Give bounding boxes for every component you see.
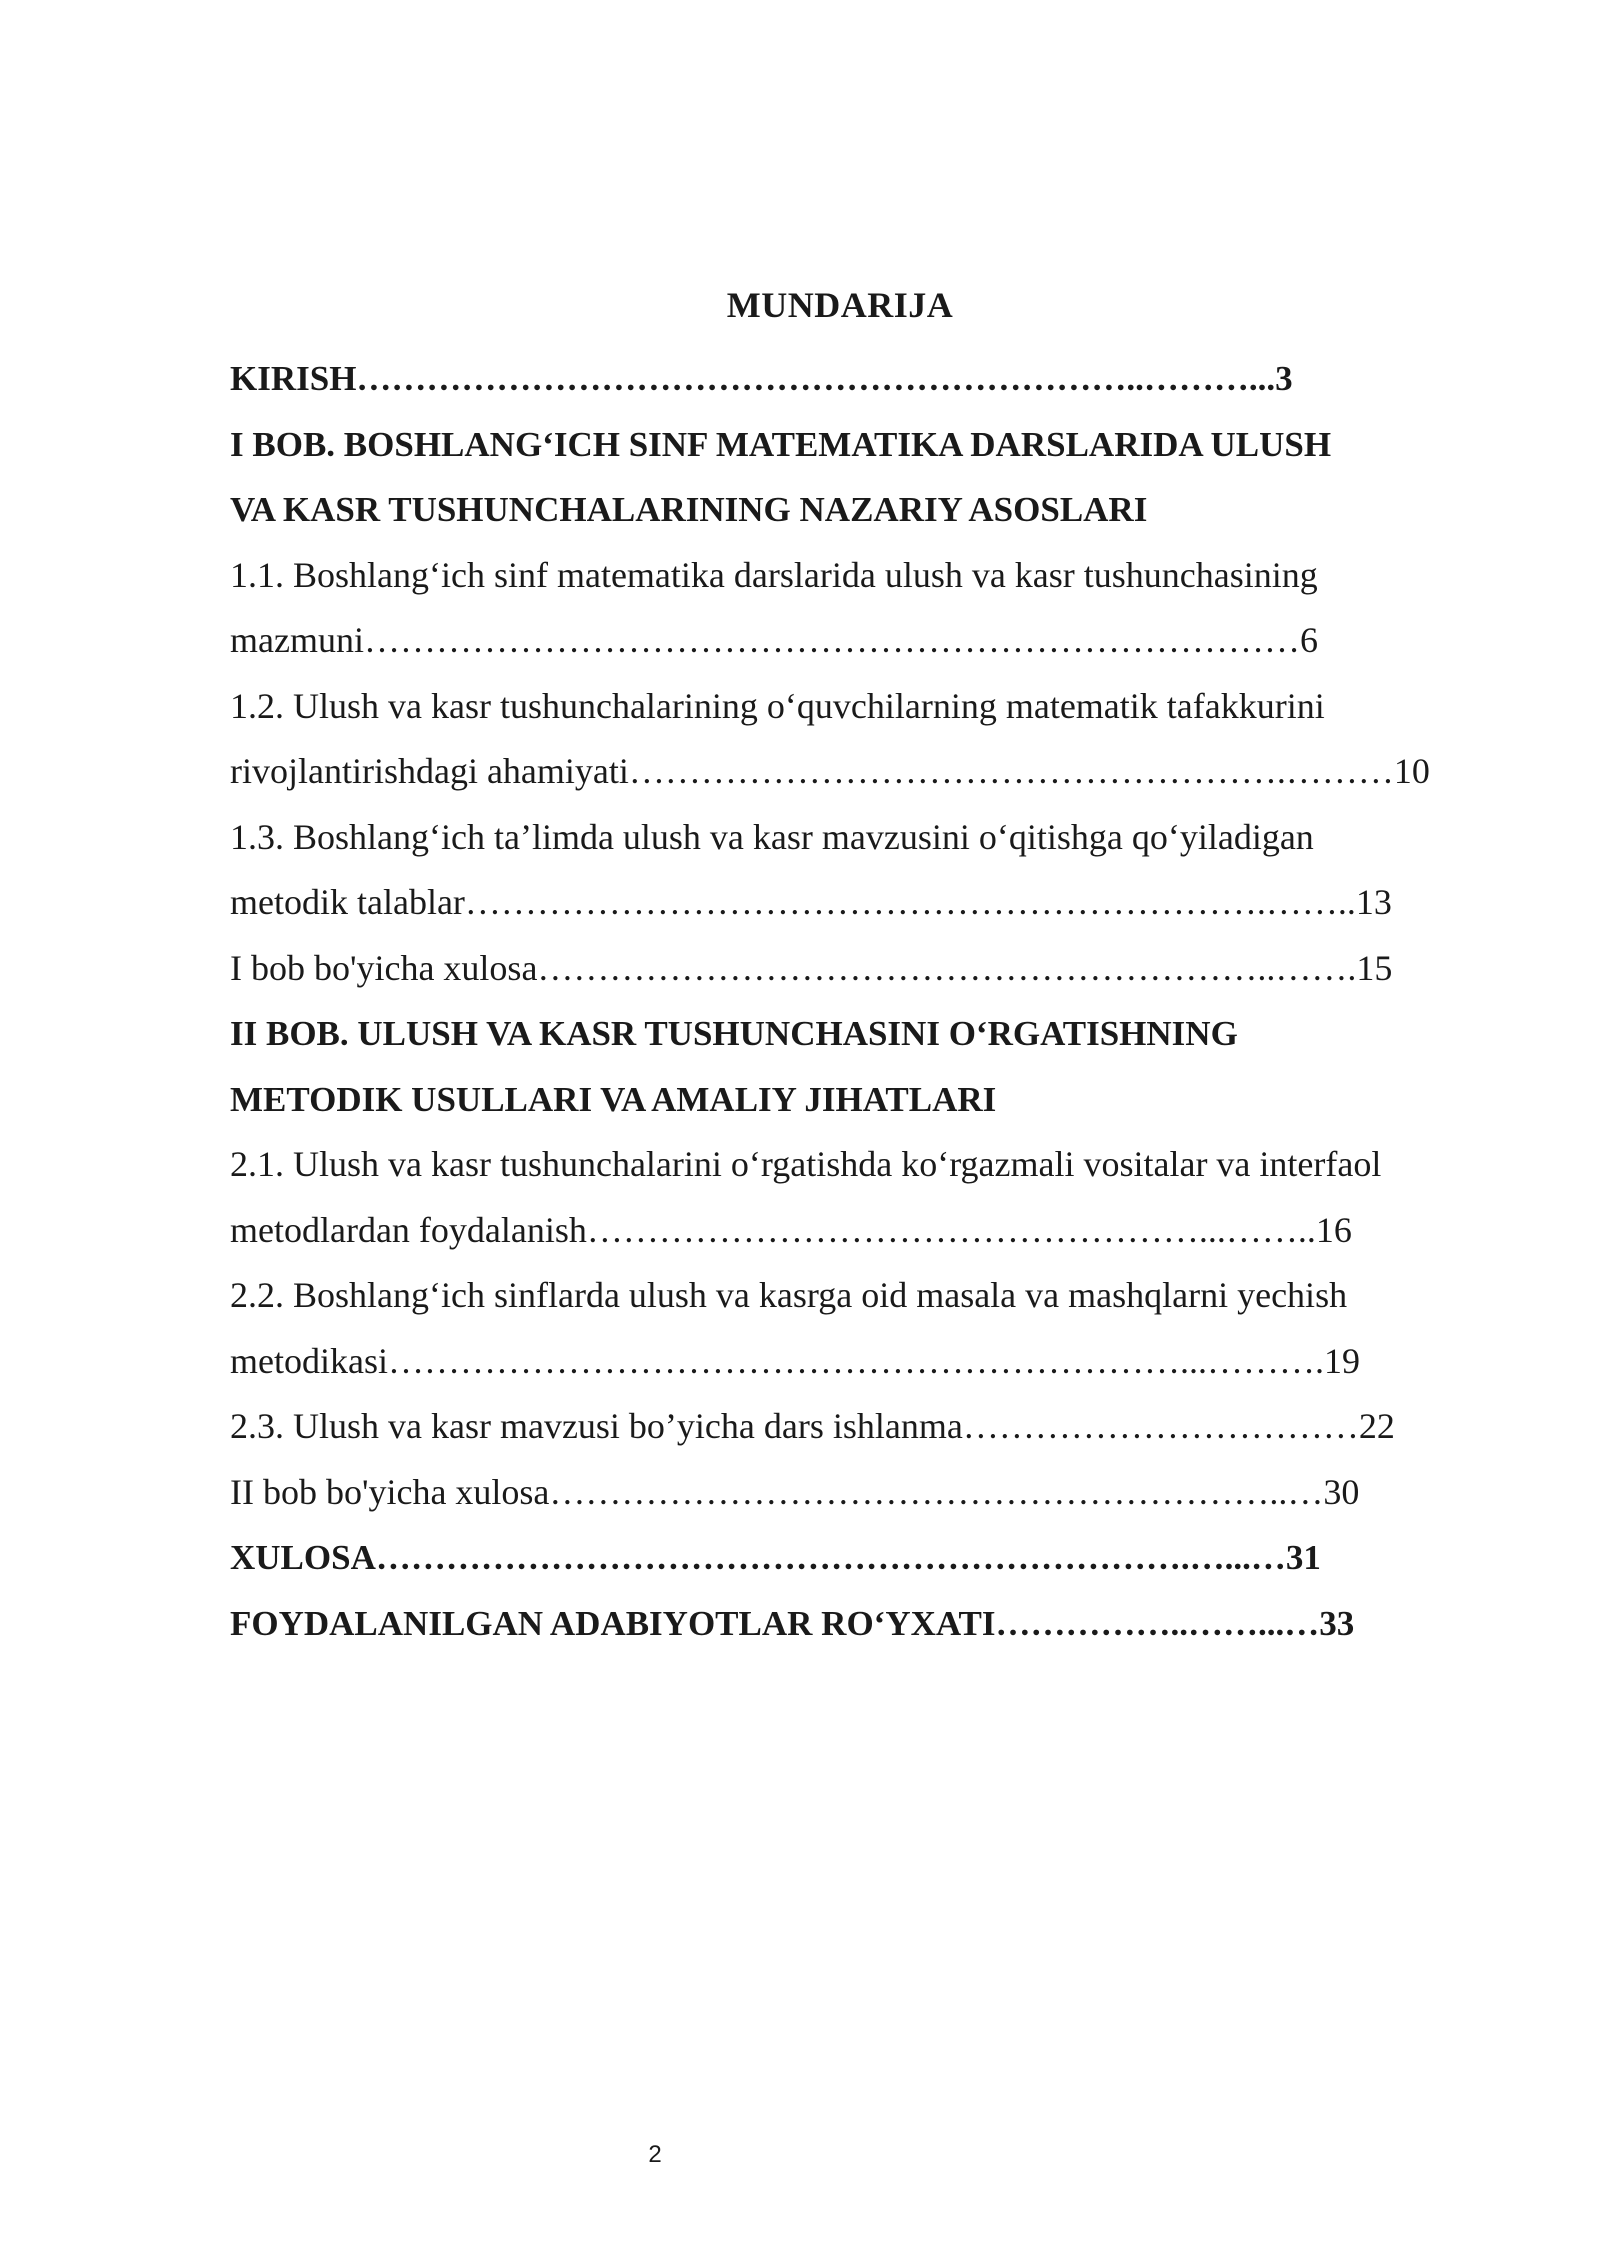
toc-section-1-1: 1.1. Boshlang‘ich sinf matematika darslarida ulush va kasr tushunchasining xyxy=(230,554,1318,595)
toc-section-2-1: 2.1. Ulush va kasr tushunchalarini o‘rgatishda ko‘rgazmali vositalar va interfaol xyxy=(230,1144,1382,1184)
toc-chapter-1-heading: I BOB. BOSHLANG‘ICH SINF MATEMATIKA DARSLARIDA ULUSH xyxy=(230,424,1332,464)
toc-section-1-3: 1.3. Boshlang‘ich ta’limda ulush va kasr mavzusini o‘qitishga qo‘yiladigan xyxy=(230,816,1314,857)
toc-chapter-2-heading: II BOB. ULUSH VA KASR TUSHUNCHASINI O‘RGATISHNING xyxy=(230,1014,1238,1053)
toc-section-1-1-cont: mazmuni……………………………………………………………………6 xyxy=(230,620,1318,660)
toc-section-1-2-cont: rivojlantirishdagi ahamiyati……………………………………………….………10 xyxy=(230,751,1430,791)
toc-chapter-2-conclusion: II bob bo'yicha xulosa……………………………………………………..…30 xyxy=(230,1471,1360,1512)
toc-section-1-3-cont: metodik talablar………………………………………………………….……..13 xyxy=(230,882,1392,922)
toc-line-references: FOYDALANILGAN ADABIYOTLAR RO‘YXATI……………..……...…33 xyxy=(230,1603,1355,1643)
toc-section-1-2: 1.2. Ulush va kasr tushunchalarining o‘quvchilarning matematik tafakkurini xyxy=(230,685,1325,726)
toc-chapter-1-heading-cont: VA KASR TUSHUNCHALARINING NAZARIY ASOSLARI xyxy=(230,490,1148,529)
toc-section-2-3: 2.3. Ulush va kasr mavzusi bo’yicha dars ishlanma……………………………22 xyxy=(230,1406,1395,1446)
toc-section-2-2: 2.2. Boshlang‘ich sinflarda ulush va kasrga oid masala va mashqlarni yechish xyxy=(230,1275,1348,1315)
toc-line-kirish: KIRISH…………………………………………………………..………...3 xyxy=(230,359,1293,398)
toc-line-xulosa: XULOSA…………………………………………………………….…...…31 xyxy=(230,1538,1321,1577)
toc-chapter-2-heading-cont: METODIK USULLARI VA AMALIY JIHATLARI xyxy=(230,1079,997,1119)
toc-title: MUNDARIJA xyxy=(726,285,954,325)
table-of-contents xyxy=(230,346,1460,1656)
page-number: 2 xyxy=(648,2141,662,2168)
toc-chapter-1-conclusion: I bob bo'yicha xulosa……………………………………………………..…….15 xyxy=(230,947,1393,988)
toc-section-2-1-cont: metodlardan foydalanish……………………………………………...……..16 xyxy=(230,1209,1352,1250)
toc-section-2-2-cont: metodikasi…………………………………………………………...……….19 xyxy=(230,1340,1360,1381)
